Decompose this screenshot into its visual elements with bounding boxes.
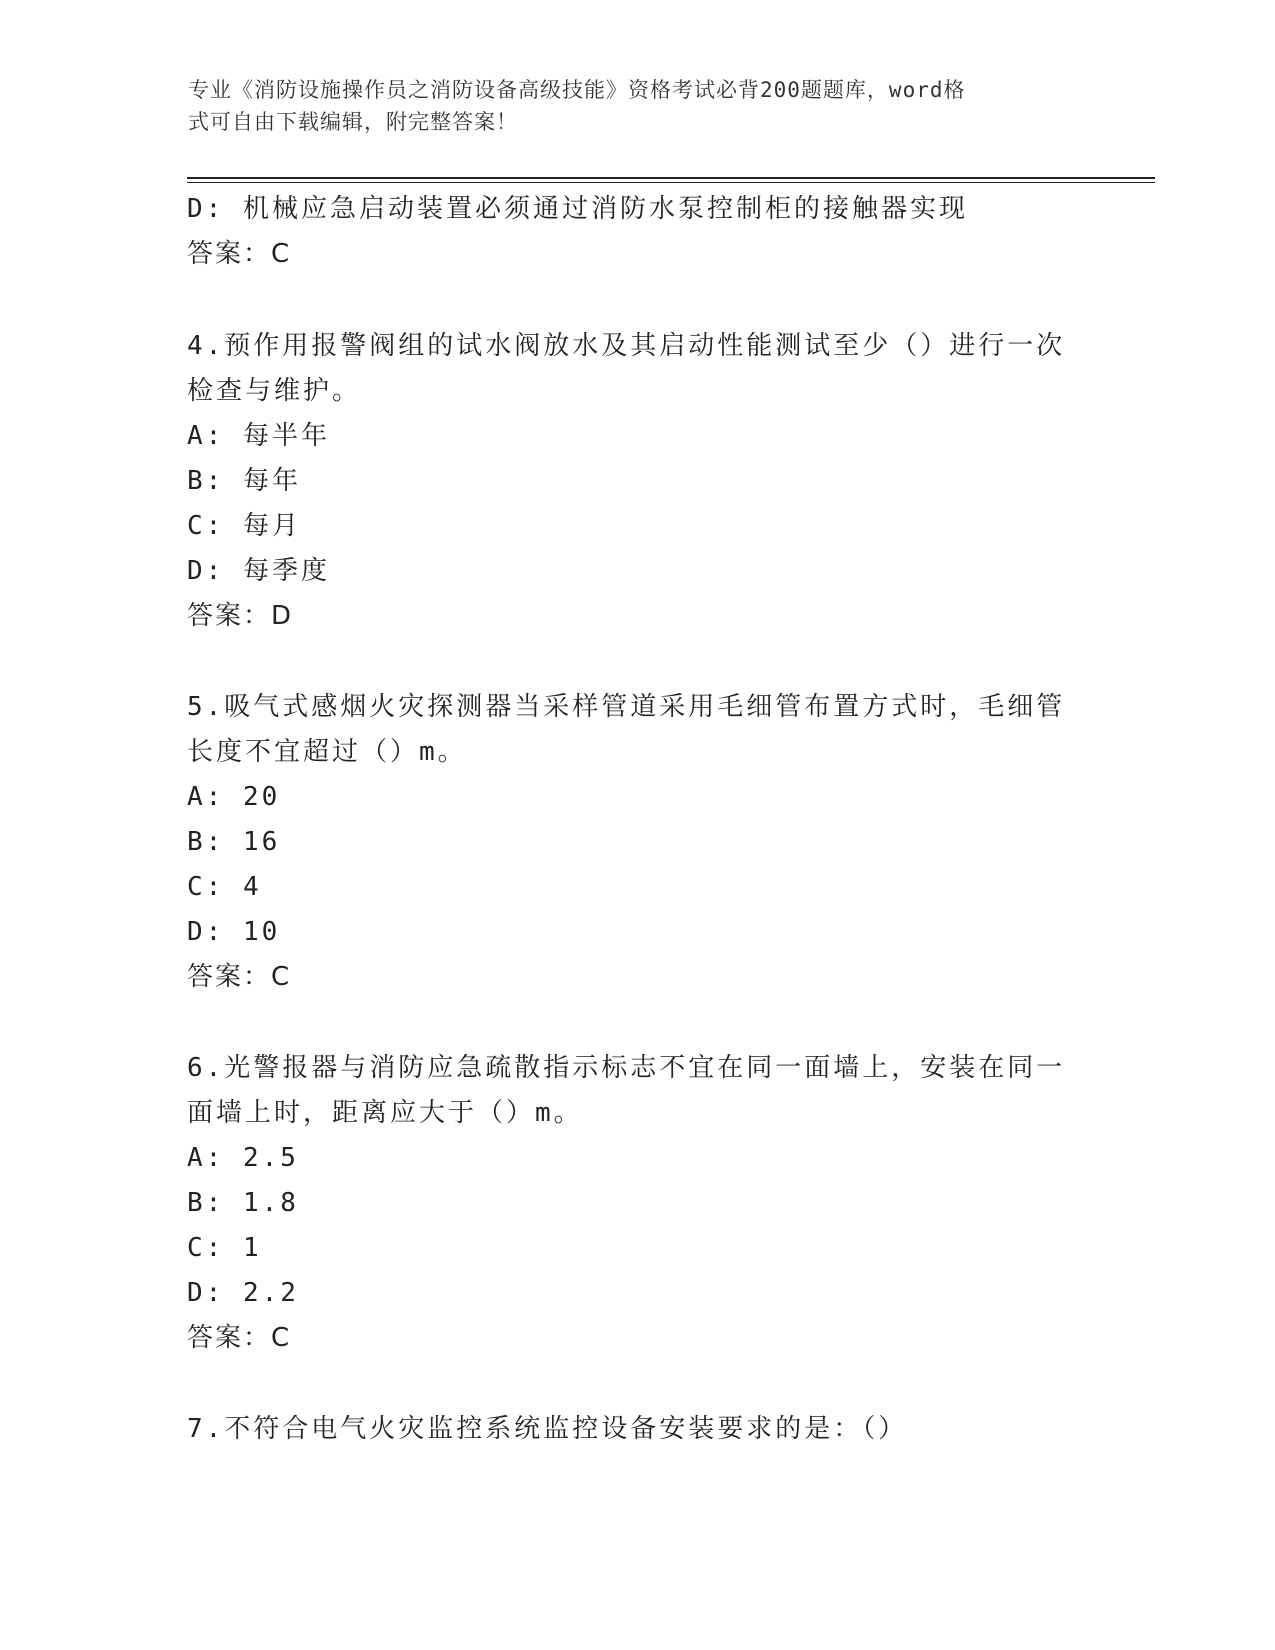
q5-stem-line-2: 长度不宜超过（）m。 (187, 737, 467, 767)
header-divider-thin (187, 182, 1155, 183)
header-divider-thick (187, 177, 1155, 179)
q6-option-b: B: 1.8 (187, 1188, 299, 1218)
header-line-1: 专业《消防设施操作员之消防设备高级技能》资格考试必背200题题库，word格 (188, 78, 966, 102)
q6-option-a: A: 2.5 (187, 1143, 299, 1173)
q6-option-d: D: 2.2 (187, 1278, 299, 1308)
q5-stem-line-1: 5.吸气式感烟火灾探测器当采样管道采用毛细管布置方式时，毛细管 (187, 692, 1066, 722)
q5-option-c: C: 4 (187, 872, 262, 902)
document-header (188, 74, 1068, 138)
q3-answer: 答案：C (187, 239, 292, 269)
header-line-2: 式可自由下载编辑，附完整答案！ (188, 110, 518, 134)
q4-answer: 答案：D (187, 601, 294, 631)
q7-stem-line-1: 7.不符合电气火灾监控系统监控设备安装要求的是：（） (187, 1414, 908, 1444)
q4-option-b: B: 每年 (187, 466, 301, 496)
q6-answer: 答案：C (187, 1323, 292, 1353)
q4-stem-line-1: 4.预作用报警阀组的试水阀放水及其启动性能测试至少（）进行一次 (187, 331, 1066, 361)
q5-option-d: D: 10 (187, 917, 281, 947)
q4-option-d: D: 每季度 (187, 556, 330, 586)
q6-stem-line-1: 6.光警报器与消防应急疏散指示标志不宜在同一面墙上，安装在同一 (187, 1053, 1066, 1083)
q5-answer: 答案：C (187, 962, 292, 992)
q6-stem-line-2: 面墙上时，距离应大于（）m。 (187, 1098, 583, 1128)
q6-option-c: C: 1 (187, 1233, 262, 1263)
q4-option-c: C: 每月 (187, 511, 301, 541)
q4-stem-line-2: 检查与维护。 (187, 376, 362, 406)
q4-option-a: A: 每半年 (187, 421, 330, 451)
q5-option-b: B: 16 (187, 827, 281, 857)
q5-option-a: A: 20 (187, 782, 281, 812)
q3-option-d: D: 机械应急启动装置必须通过消防水泵控制柜的接触器实现 (187, 194, 968, 224)
